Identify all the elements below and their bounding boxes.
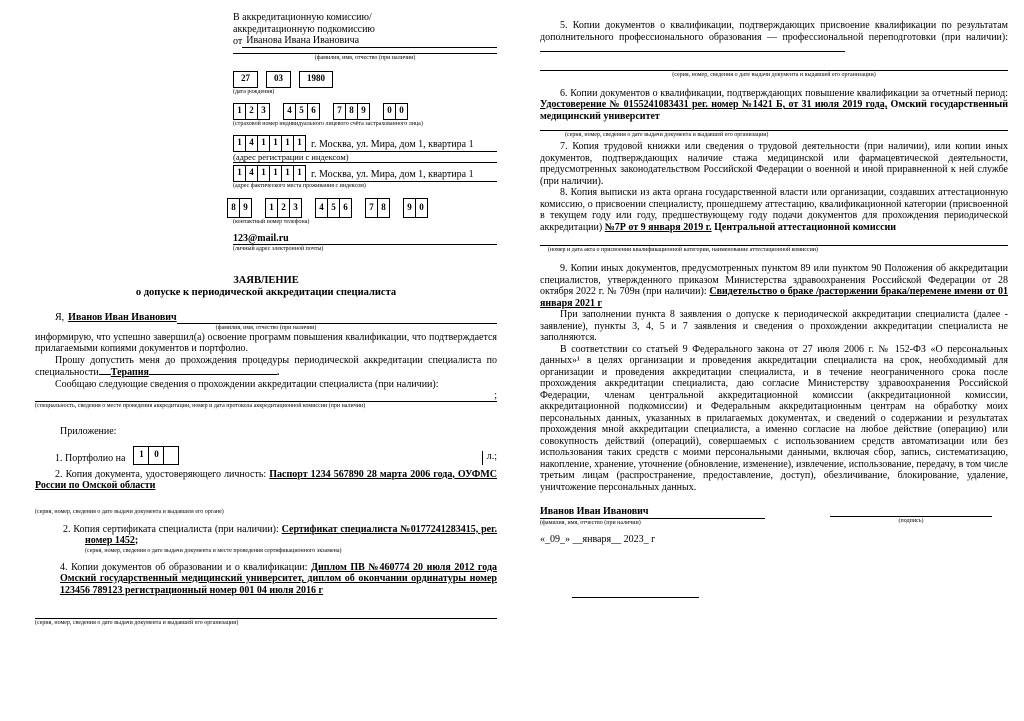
phone-digit: 2	[277, 198, 290, 218]
address-actual-row	[233, 165, 497, 182]
index-digit: 1	[233, 135, 246, 152]
attachments-title: Приложение:	[60, 426, 117, 437]
portfolio-pages-digit	[163, 446, 179, 465]
phone-digit: 4	[315, 198, 328, 218]
phone-boxes	[233, 198, 497, 218]
date-line: «_09_» __января__ 2023_ г	[540, 533, 656, 545]
item2-label: 2. Копия документа, удостоверяющего личность:	[55, 468, 270, 480]
item6-text: 6. Копии документов о квалификации, подтверждающих повышение квалификации за отчетный период:	[560, 87, 1008, 99]
snils-digit: 4	[283, 103, 296, 120]
item8-value: №7Р от 9 января 2019 г.	[604, 221, 712, 233]
item2-value: Паспорт 1234 567890 28 марта 2006 года, ОУФМС России по Омской области	[35, 468, 497, 491]
snils-digit: 8	[345, 103, 358, 120]
snils-digit: 0	[383, 103, 396, 120]
document-subtitle: о допуске к периодической аккредитации специалиста	[135, 286, 397, 298]
item-7: 7. Копия трудовой книжки или сведения о трудовой деятельности (при наличии), или копии иных документов, подтверждающих наличие стажа медицинской или фармацевтической деятельности, предусмотренных законодательством Российской Федерации о военной и иной приравненной к ней службе (при наличии).	[540, 141, 1008, 187]
para-request-dot: .	[276, 367, 280, 378]
document-title: ЗАЯВЛЕНИЕ	[233, 275, 299, 286]
birth-date-boxes	[233, 71, 497, 88]
item8-commission: Центральной аттестационной комиссии	[714, 221, 897, 233]
item-9	[540, 263, 1008, 309]
fio-caption-2: (фамилия, имя, отчество (при наличии)	[215, 324, 317, 331]
birth-month-box: 03	[266, 71, 291, 88]
item2-caption: (серия, номер, сведения о дате выдачи документа и выдавшем его органе)	[35, 508, 224, 515]
index-digit: 1	[293, 135, 306, 152]
snils-digit: 7	[333, 103, 346, 120]
index-digit: 1	[257, 135, 270, 152]
index-digit: 1	[269, 165, 282, 182]
para-inform2: Сообщаю следующие сведения о прохождении аккредитации специалиста (при наличии):	[55, 378, 439, 390]
email-caption: (личный адрес электронной почты)	[233, 246, 324, 252]
applicant-name-field: Иванова Ивана Ивановича	[242, 35, 497, 48]
snils-digit: 9	[357, 103, 370, 120]
accreditation-caption: (специальность, сведения о месте проведения аккредитации, номер и дата протокола аккредитационной комиссии (при наличии)	[35, 403, 366, 409]
footnote-rule	[572, 597, 699, 598]
snils-caption: (страховой номер индивидуального лицевого счёта застрахованного лица)	[233, 120, 423, 127]
page-1	[35, 0, 497, 627]
item8-text: 8. Копия выписки из акта органа государственной власти или организации, создавших аттестационную комиссию, о присвоении специалисту, прошедшему аттестацию, квалификационной категории (присвоенной в текущем году или году, предшествующему году подачи документов для прохождения периодической аккредитации)	[540, 187, 1008, 233]
phone-caption: (контактный номер телефона)	[233, 218, 310, 225]
phone-digit: 1	[265, 198, 278, 218]
signature-fio-caption: (фамилия, имя, отчество (при наличии)	[540, 519, 641, 526]
recipient-header	[233, 0, 497, 253]
phone-digit: 3	[289, 198, 302, 218]
index-digit: 1	[233, 165, 246, 182]
birth-day-box: 27	[233, 71, 258, 88]
para-consent: В соответствии со статьей 9 Федерального закона от 27 июля 2006 г. № 152-ФЗ «О персональных данных»¹ в целях организации и проведения аккредитации специалиста на срок, необходимый для организации и проведения аккредитации специалиста, и в течение неограниченного срока после прохождения аккредитации специалиста, даю согласие Министерству здравоохранения Российской Федерации, членам центральной аккредитационной комиссии (аккредитационной комиссии, аккредитационной подкомиссии) и Федеральным аккредитационным центрам на обработку моих персональных данных, указанных в прилагаемых документах, и сведений о содержании и результатах прохождения мной аккредитации специалиста, а именно согласие на любое действие (операцию) или совокупность действий (операций), совершаемых с использованием средств автоматизации или без использования таких средств с моими персональными данными, включая сбор, запись, систематизацию, накопление, хранение, уточнение (обновление, изменение), извлечение, использование, передачу, в том числе третьим лицам (распространение, предоставление, доступ), обезличивание, блокирование, удаление, уничтожение персональных данных.	[540, 343, 1008, 493]
item4-label: 4. Копии документов об образовании и о квалификации:	[60, 561, 312, 573]
address-registration-caption: (адрес регистрации с индексом)	[233, 152, 497, 163]
snils-digit: 1	[233, 103, 246, 120]
snils-digit: 0	[395, 103, 408, 120]
para-inform: информирую, что успешно завершил(а) освоение программ повышения квалификации, что подтверждается прилагаемыми копиями документов и портфолио.	[35, 331, 497, 354]
index-digit: 1	[281, 135, 294, 152]
accreditation-blank-line	[35, 390, 497, 402]
recipient-line-2: аккредитационную подкомиссию	[233, 23, 375, 35]
address-actual-text: г. Москва, ул. Мира, дом 1, квартира 1	[306, 169, 497, 182]
phone-digit: 8	[377, 198, 390, 218]
item5-caption: (серия, номер, сведения о дате выдачи документа и выдавшей его организации)	[672, 71, 876, 78]
fio-caption: (фамилия, имя, отчество (при наличии)	[314, 54, 416, 61]
address-actual-caption: (адрес фактического места проживания с индексом)	[233, 182, 366, 189]
birth-year-box: 1980	[299, 71, 333, 88]
snils-boxes	[233, 103, 497, 120]
item9-value: Свидетельство о браке /расторжении брака/перемене имени от 01 января 2021 г	[540, 286, 1008, 309]
phone-digit: 6	[339, 198, 352, 218]
portfolio-pages-digit: 1	[133, 446, 149, 465]
address-registration-row	[233, 135, 497, 152]
item4-value: Диплом ПВ №460774 20 июля 2012 года Омский государственный медицинский университет, диплом об окончании ординатуры номер 123456 789123 регистрационный номер 001 04 июля 2016 г	[60, 561, 497, 596]
item9-text: 9. Копии иных документов, предусмотренных пунктом 89 или пунктом 90 Положения об аккредитации специалистов, утвержденного приказом Министерства здравоохранения Российской Федерации от 28 октября 2022 г. № 709н (при наличии):	[540, 263, 1008, 297]
specialty-value: Терапия	[110, 367, 149, 378]
index-digit: 4	[245, 165, 258, 182]
item6-org: Омский государственный медицинский университет	[540, 99, 1009, 122]
item6-caption: (серия, номер, сведения о дате выдачи документа и выдавшей его организации)	[565, 132, 769, 138]
snils-digit: 3	[257, 103, 270, 120]
portfolio-pages-digit: 0	[148, 446, 164, 465]
phone-digit: 7	[365, 198, 378, 218]
phone-digit: 9	[239, 198, 252, 218]
item5-text: 5. Копии документов о квалификации, подтверждающих присвоение квалификации по результатам дополнительного профессионального образования — профессиональной переподготовки (при наличии):	[540, 20, 1008, 43]
index-digit: 1	[257, 165, 270, 182]
item6-value: Удостоверение № 0155241083431 рег. номер №1421 Б, от 31 июля 2019 года,	[540, 99, 888, 110]
para-request-text: Прошу допустить меня до прохождения процедуры периодической аккредитации специалиста по специальности	[35, 354, 497, 378]
signature-caption: (подпись)	[898, 518, 924, 524]
item2b-caption: (серия, номер, сведения о дате выдачи документа и месте проведения сертификационного экзамена)	[85, 547, 342, 554]
attachment-item-1	[55, 446, 497, 465]
index-digit: 1	[281, 165, 294, 182]
item-6	[540, 88, 1008, 123]
index-digit: 1	[269, 135, 282, 152]
signature-block	[540, 506, 1008, 527]
declarant-line	[35, 312, 497, 324]
signature-name: Иванов Иван Иванович	[540, 506, 765, 519]
item2b-value: Сертификат специалиста №0177241283415, рег. номер 1452	[85, 523, 497, 546]
item1-label: 1. Портфолио на	[55, 453, 126, 464]
page-2	[540, 0, 1008, 598]
snils-digit: 2	[245, 103, 258, 120]
ya-label: Я,	[55, 312, 65, 323]
phone-digit: 0	[415, 198, 428, 218]
item2b-end: ;	[134, 535, 139, 546]
phone-digit: 5	[327, 198, 340, 218]
snils-digit: 6	[307, 103, 320, 120]
attachment-item-4	[60, 562, 497, 597]
item1-suffix: л.;	[482, 451, 497, 465]
item-5	[540, 20, 1008, 56]
item8-caption: (номер и дата акта о присвоении квалификационной категории, наименование аттестационной комиссии)	[548, 247, 819, 253]
from-label: от	[233, 36, 243, 47]
birth-date-caption: (дата рождения)	[233, 88, 275, 95]
applicant-from-line	[233, 35, 497, 48]
item-8	[540, 187, 1008, 233]
phone-digit: 8	[227, 198, 240, 218]
para-request	[35, 355, 497, 379]
declarant-name: Иванов Иван Иванович	[68, 312, 177, 323]
email-field: 123@mail.ru	[233, 233, 497, 246]
para-note: При заполнении пункта 8 заявления о допуске к периодической аккредитации специалиста (далее - заявление), пункты 3, 4, 5 и 7 заявления и сведения о прохождении аккредитации специалиста не заполняются.	[540, 309, 1008, 343]
phone-digit: 9	[403, 198, 416, 218]
item2b-label: 2. Копия сертификата специалиста (при наличии):	[63, 523, 282, 535]
item4-caption: (серия, номер, сведения о дате выдачи документа и выдавшей его организации)	[35, 620, 239, 626]
attachment-item-2	[35, 469, 497, 492]
address-registration-text: г. Москва, ул. Мира, дом 1, квартира 1	[306, 139, 497, 152]
snils-digit: 5	[295, 103, 308, 120]
semicolon: ;	[494, 390, 497, 401]
index-digit: 1	[293, 165, 306, 182]
recipient-line-1: В аккредитационную комиссию/	[233, 12, 372, 23]
attachment-item-2b	[63, 523, 497, 547]
index-digit: 4	[245, 135, 258, 152]
